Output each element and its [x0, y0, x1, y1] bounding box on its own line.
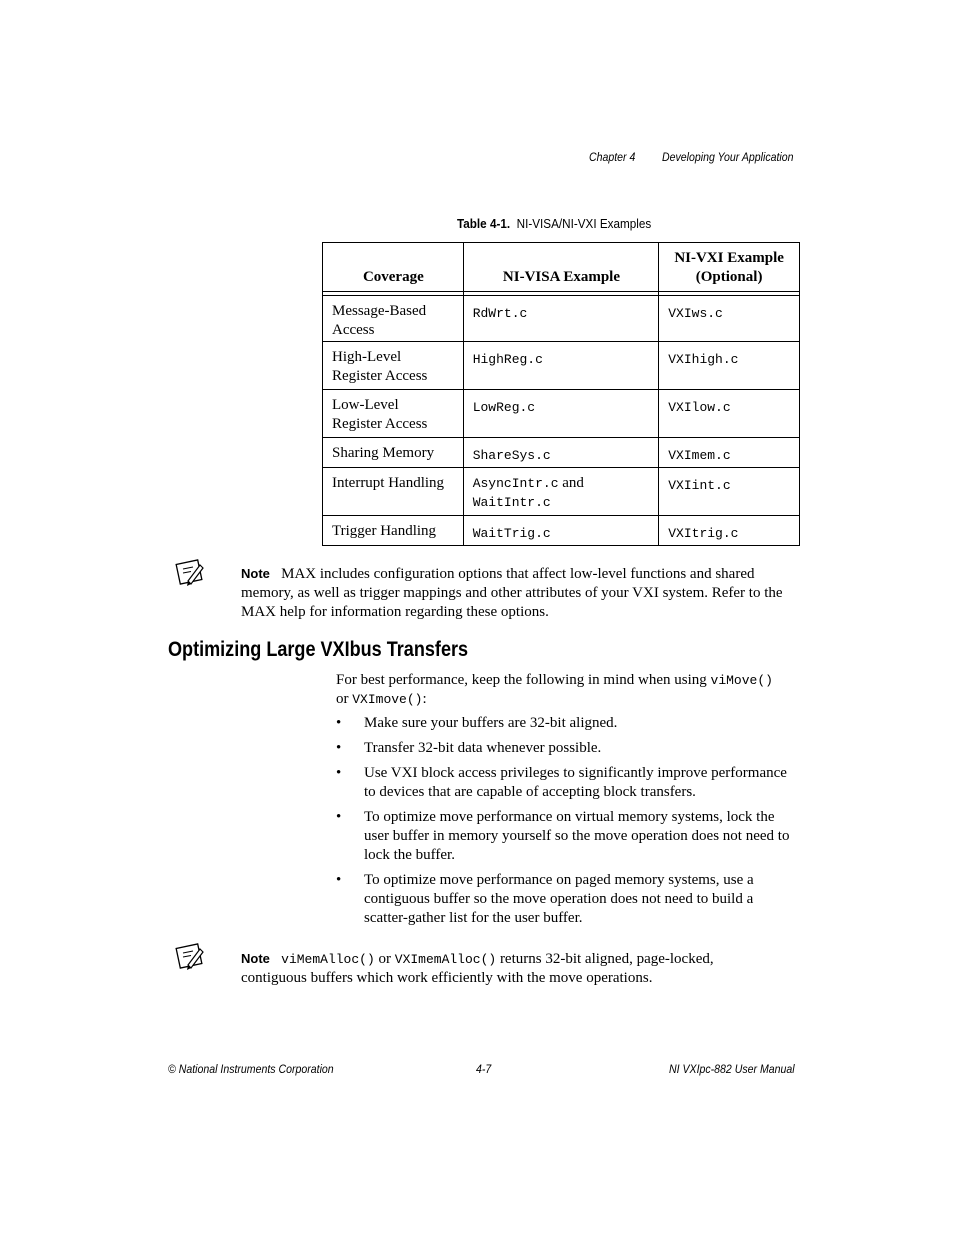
table-caption-label: Table 4-1. — [457, 216, 511, 231]
visa-and: and — [562, 475, 584, 491]
bullet-icon: • — [336, 715, 342, 731]
visa-cell: LowReg.c — [463, 390, 659, 438]
intro-text: For best performance, keep the following in mind when using — [336, 672, 707, 688]
note-icon — [175, 559, 205, 587]
table-caption-text: NI-VISA/NI-VXI Examples — [516, 216, 652, 231]
header-chapter: Chapter 4 — [589, 150, 636, 164]
bullet-icon: • — [336, 740, 342, 756]
column-header-coverage: Coverage — [323, 243, 464, 292]
visa-cell: RdWrt.c — [463, 296, 659, 342]
bullet-icon: • — [336, 872, 342, 888]
table-row — [323, 296, 800, 342]
visa-cell: ShareSys.c — [463, 438, 659, 468]
vxi-cell: VXIhigh.c — [659, 342, 800, 390]
intro-or: or — [336, 691, 349, 707]
note-icon — [175, 943, 205, 971]
table-row — [323, 390, 800, 438]
vxi-cell: VXIws.c — [659, 296, 800, 342]
coverage-cell: Message-Based — [332, 303, 427, 319]
column-header-vxi: NI-VXI Example (Optional) — [659, 243, 800, 292]
bullet-icon: • — [336, 765, 342, 781]
bullet-text: Use VXI block access privileges to significantly improve performance — [364, 765, 787, 781]
vxi-cell: VXIint.c — [659, 468, 800, 516]
visa-code-2: WaitIntr.c — [472, 495, 551, 510]
examples-table — [322, 242, 800, 546]
bullet-icon: • — [336, 809, 342, 825]
bullet-text: To optimize move performance on virtual memory systems, lock the — [364, 809, 775, 825]
note-1-line-3: MAX help for information regarding these options. — [241, 604, 549, 620]
list-item — [336, 764, 806, 802]
note-2-code-vximemalloc: VXImemAlloc() — [394, 952, 497, 967]
intro-code-vimove: viMove() — [710, 673, 773, 688]
table-row — [323, 516, 800, 546]
note-1-line-2: memory, as well as trigger mappings and other attributes of your VXI system. Refer to the — [241, 585, 783, 601]
visa-cell: HighReg.c — [463, 342, 659, 390]
vxi-cell: VXImem.c — [659, 438, 800, 468]
table-row — [323, 468, 800, 516]
note-1 — [241, 564, 811, 622]
list-item — [336, 871, 806, 928]
bullet-text-line2: user buffer in memory yourself so the move operation does not need to — [364, 828, 790, 844]
intro-paragraph — [336, 671, 806, 709]
table-row — [323, 438, 800, 468]
note-1-line-1: MAX includes configuration options that affect low-level functions and shared — [281, 566, 755, 582]
footer-right: NI VXIpc-882 User Manual — [669, 1062, 795, 1076]
note-2-line-2: contiguous buffers which work efficiently with the move operations. — [241, 970, 653, 986]
intro-code-vximove: VXImove() — [352, 692, 423, 707]
footer-page-number: 4-7 — [476, 1062, 492, 1076]
column-header-visa: NI-VISA Example — [463, 243, 659, 292]
vxi-cell: VXItrig.c — [659, 516, 800, 546]
bullet-text: Make sure your buffers are 32-bit aligned. — [364, 715, 618, 731]
note-2-or: or — [378, 951, 392, 967]
bullet-list — [336, 714, 806, 934]
footer-left: © National Instruments Corporation — [168, 1062, 334, 1076]
bullet-text-line3: lock the buffer. — [364, 847, 455, 863]
note-2-code-vimemalloc: viMemAlloc() — [281, 952, 375, 967]
coverage-cell-line2: Register Access — [332, 368, 428, 384]
coverage-cell: Interrupt Handling — [323, 468, 464, 516]
note-2-label: Note — [241, 951, 270, 966]
bullet-text-line3: scatter-gather list for the user buffer. — [364, 910, 583, 926]
bullet-text-line2: to devices that are capable of accepting block transfers. — [364, 784, 696, 800]
section-title: Optimizing Large VXIbus Transfers — [168, 638, 469, 661]
visa-cell — [463, 468, 659, 516]
bullet-text-line2: contiguous buffer so the move operation does not need to build a — [364, 891, 754, 907]
table-caption — [457, 216, 651, 231]
note-2-text: returns 32-bit aligned, page-locked, — [499, 951, 714, 967]
bullet-text: Transfer 32-bit data whenever possible. — [364, 740, 602, 756]
coverage-cell: Sharing Memory — [323, 438, 464, 468]
coverage-cell: Trigger Handling — [323, 516, 464, 546]
list-item — [336, 714, 806, 733]
vxi-cell: VXIlow.c — [659, 390, 800, 438]
visa-cell: WaitTrig.c — [463, 516, 659, 546]
list-item — [336, 808, 806, 865]
coverage-cell: Low-Level — [332, 397, 399, 413]
coverage-cell: High-Level — [332, 349, 402, 365]
visa-code: AsyncIntr.c — [472, 476, 559, 491]
list-item — [336, 739, 806, 758]
coverage-cell-line2: Register Access — [332, 416, 428, 432]
note-2 — [241, 949, 811, 988]
intro-colon: : — [422, 691, 427, 707]
table-row — [323, 342, 800, 390]
note-1-label: Note — [241, 566, 270, 581]
bullet-text: To optimize move performance on paged memory systems, use a — [364, 872, 754, 888]
coverage-cell-line2: Access — [332, 322, 375, 338]
header-section: Developing Your Application — [662, 150, 794, 164]
